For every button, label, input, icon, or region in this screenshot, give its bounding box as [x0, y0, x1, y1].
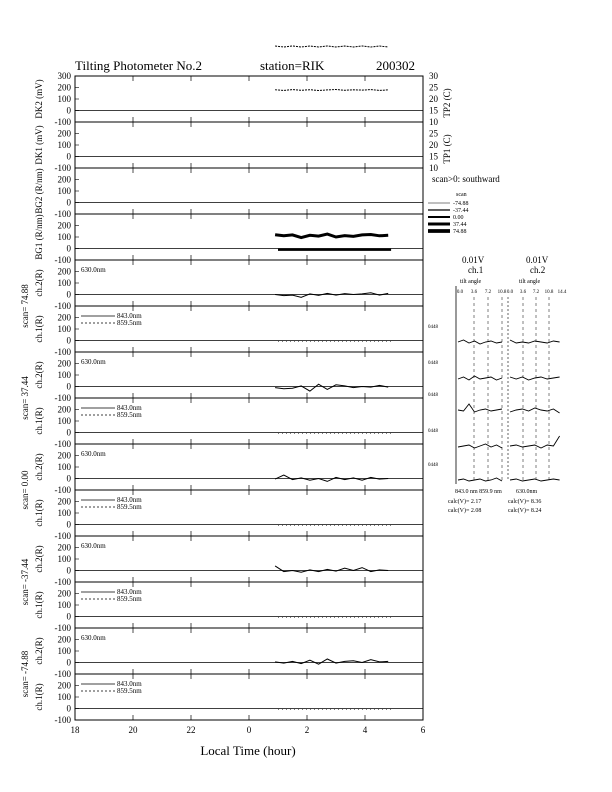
- panel-label-g0ch2: ch.2(R): [34, 269, 44, 297]
- y-tick-label: -100: [54, 439, 71, 449]
- ch1-legend-label: 843.0nm: [117, 588, 142, 596]
- inset-ch2-scale: 0.01V: [526, 255, 549, 265]
- y-tick-label: 200: [57, 588, 71, 599]
- y-tick-label: 100: [57, 508, 71, 518]
- panel-label-bg1: BG1 (R/nm): [34, 214, 44, 260]
- y-tick-label: -100: [54, 531, 71, 541]
- y-tick-label: 0: [66, 427, 71, 438]
- y-tick-label: 100: [57, 462, 71, 472]
- y-tick-label: 100: [57, 278, 71, 288]
- y-tick-label: 100: [57, 416, 71, 426]
- panel-label-g4ch2: ch.2(R): [34, 637, 44, 665]
- inset-row-time: 0448: [428, 361, 438, 366]
- inset-ch1-trace: [458, 376, 502, 380]
- y-tick-label: 100: [57, 646, 71, 656]
- y-tick-label: 100: [57, 692, 71, 702]
- inset-ch1-trace: [458, 404, 502, 412]
- panel-label-bg2: BG2 (R/nm): [34, 168, 44, 214]
- inset-ch1-tick: 3.6: [470, 290, 478, 295]
- x-tick-label: 18: [70, 725, 80, 735]
- inset-row-time: 0448: [428, 325, 438, 330]
- legend-entry-label: 74.88: [453, 229, 467, 235]
- ch2-wavelength-label: 630.0nm: [81, 634, 106, 642]
- inset-row-time: 0448: [428, 393, 438, 398]
- inset-ch2-trace: [510, 340, 560, 343]
- date-label: 200302: [376, 58, 415, 73]
- y-tick-label: 200: [57, 404, 71, 415]
- temp-tick-label: 10: [429, 163, 438, 173]
- y-tick-label: 200: [57, 680, 71, 691]
- y-tick-label: -100: [54, 577, 71, 587]
- x-tick-label: 22: [186, 725, 196, 735]
- panel-label-g4ch1: ch.1(R): [34, 683, 44, 711]
- scan-group-label: scan= -74.88: [20, 650, 30, 698]
- inset-row-time: 0448: [428, 429, 438, 434]
- y-tick-label: 0: [66, 381, 71, 392]
- x-tick-label: 6: [420, 725, 426, 735]
- y-tick-label: -100: [54, 669, 71, 679]
- panel-label-g0ch1: ch.1(R): [34, 315, 44, 343]
- ch1-legend-label: 859.5nm: [117, 595, 142, 603]
- series-line-g3ch2: [275, 566, 388, 572]
- panel-dk1: [34, 122, 452, 173]
- inset-ch2-trace: [510, 436, 560, 448]
- y-tick-label: -100: [54, 623, 71, 633]
- temp-tick-label: 10: [429, 117, 438, 127]
- ch1-legend-label: 843.0nm: [117, 404, 142, 412]
- inset-ch2-tilt-label: tilt angle: [519, 279, 541, 285]
- y-tick-label: 0: [66, 519, 71, 530]
- panel-label-dk1: DK1 (mV): [34, 125, 44, 165]
- panel-label-g1ch2: ch.2(R): [34, 361, 44, 389]
- temp-tick-label: 20: [429, 140, 438, 150]
- temp-label-dk1: TP1 (C): [442, 134, 452, 164]
- scan-group-label: scan= -37.44: [20, 558, 30, 606]
- temp-tick-label: 30: [429, 71, 438, 81]
- y-tick-label: 200: [57, 358, 71, 369]
- panel-g4ch1: [34, 674, 423, 725]
- inset-ch2-name: ch.2: [530, 265, 546, 275]
- x-tick-label: 4: [362, 725, 368, 735]
- legend-title: scan>0: southward: [432, 174, 500, 184]
- panel-g2ch2: [20, 444, 423, 510]
- panel-g0ch2: [20, 260, 423, 328]
- inset-ch1-name: ch.1: [468, 265, 484, 275]
- x-tick-label: 2: [304, 725, 310, 735]
- panel-g2ch1: [34, 490, 423, 541]
- y-tick-label: 0: [66, 335, 71, 346]
- inset-ch1-tick: 7.2: [484, 290, 492, 295]
- y-tick-label: -100: [54, 347, 71, 357]
- panel-label-g1ch1: ch.1(R): [34, 407, 44, 435]
- y-tick-label: -100: [54, 301, 71, 311]
- y-tick-label: 0: [66, 611, 71, 622]
- y-tick-label: 100: [57, 324, 71, 334]
- inset-ch1-trace: [458, 340, 502, 344]
- tp2-trace: [275, 46, 388, 47]
- ch1-legend-label: 843.0nm: [117, 496, 142, 504]
- y-tick-label: 200: [57, 174, 71, 185]
- inset-ch1-tick: 10.8: [497, 290, 507, 295]
- inset-ch2-calc-1: calc(V)= 8.36: [508, 499, 542, 505]
- y-tick-label: 200: [57, 82, 71, 93]
- y-tick-label: 100: [57, 94, 71, 104]
- ch2-wavelength-label: 630.0nm: [81, 266, 106, 274]
- ch1-legend-label: 859.5nm: [117, 319, 142, 327]
- y-tick-label: -100: [54, 255, 71, 265]
- y-tick-label: -100: [54, 715, 71, 725]
- inset-ch2-footer: 630.0nm: [516, 489, 538, 495]
- inset-ch2-calc-2: calc(V)= 8.24: [508, 508, 542, 514]
- y-tick-label: -100: [54, 117, 71, 127]
- panel-g1ch2: [20, 352, 423, 420]
- panel-g3ch2: [20, 536, 423, 605]
- y-tick-label: 0: [66, 151, 71, 162]
- y-tick-label: 200: [57, 312, 71, 323]
- ch2-wavelength-label: 630.0nm: [81, 358, 106, 366]
- x-tick-label: 0: [246, 725, 252, 735]
- temp-tick-label: 15: [429, 151, 438, 162]
- inset-ch2-trace: [510, 479, 560, 481]
- panel-bg2: [34, 168, 423, 219]
- inset-ch2-tick: 14.4: [557, 290, 567, 295]
- chart-title: Tilting Photometer No.2: [75, 58, 203, 73]
- y-tick-label: -100: [54, 485, 71, 495]
- y-tick-label: -100: [54, 393, 71, 403]
- panel-g4ch2: [20, 628, 423, 697]
- series-line-g1ch2: [275, 384, 388, 391]
- inset-ch1-trace: [458, 444, 502, 448]
- panel-g1ch1: [34, 398, 423, 449]
- inset-ch1-calc-2: calc(V)= 2.08: [448, 508, 482, 514]
- y-tick-label: 100: [57, 554, 71, 564]
- y-tick-label: 0: [66, 657, 71, 668]
- y-tick-label: 300: [57, 71, 71, 81]
- inset-ch2-trace: [510, 408, 560, 413]
- scan-group-label: scan= 37.44: [20, 376, 30, 420]
- y-tick-label: 0: [66, 289, 71, 300]
- inset-row-time: 0448: [428, 463, 438, 468]
- inset-ch2-tick: 10.8: [544, 290, 554, 295]
- y-tick-label: -100: [54, 163, 71, 173]
- y-tick-label: -100: [54, 209, 71, 219]
- inset-ch1-footer: 843.0 nm 859.9 nm: [455, 489, 502, 495]
- inset-ch1-scale: 0.01V: [462, 255, 485, 265]
- tilt-inset: [428, 255, 567, 514]
- legend-entry-label: -74.88: [453, 201, 469, 207]
- temp-tick-label: 20: [429, 94, 438, 104]
- ch1-legend-label: 859.5nm: [117, 503, 142, 511]
- ch2-wavelength-label: 630.0nm: [81, 542, 106, 550]
- ch1-legend-label: 843.0nm: [117, 312, 142, 320]
- series-line-g0ch2: [275, 293, 388, 298]
- ch1-legend-label: 859.5nm: [117, 687, 142, 695]
- x-axis-label: Local Time (hour): [200, 743, 296, 758]
- y-tick-label: 100: [57, 370, 71, 380]
- y-tick-label: 200: [57, 220, 71, 231]
- legend-entry-label: 37.44: [453, 222, 467, 228]
- legend-header: scan: [456, 192, 467, 198]
- panel-label-g3ch1: ch.1(R): [34, 591, 44, 619]
- y-tick-label: 100: [57, 232, 71, 242]
- inset-ch2-tick: 0.0: [506, 290, 514, 295]
- y-tick-label: 200: [57, 450, 71, 461]
- ch1-legend-label: 843.0nm: [117, 680, 142, 688]
- inset-ch2-tick: 3.6: [519, 290, 527, 295]
- series-line-bg1: [275, 234, 388, 238]
- panel-g3ch1: [34, 582, 423, 633]
- panel-label-g2ch2: ch.2(R): [34, 453, 44, 481]
- scan-legend: [428, 174, 500, 235]
- inset-ch1-trace: [458, 478, 502, 481]
- temp-tick-label: 25: [429, 82, 438, 93]
- legend-entry-label: -37.44: [453, 208, 469, 214]
- y-tick-label: 0: [66, 243, 71, 254]
- panel-label-dk2: DK2 (mV): [34, 79, 44, 119]
- y-tick-label: 100: [57, 186, 71, 196]
- legend-entry-label: 0.00: [453, 215, 464, 221]
- inset-ch1-tilt-label: tilt angle: [460, 279, 482, 285]
- y-tick-label: 0: [66, 105, 71, 116]
- station-label: station=RIK: [260, 58, 325, 73]
- y-tick-label: 200: [57, 634, 71, 645]
- y-tick-label: 200: [57, 266, 71, 277]
- panel-label-g2ch1: ch.1(R): [34, 499, 44, 527]
- ch2-wavelength-label: 630.0nm: [81, 450, 106, 458]
- panel-bg1: [34, 214, 423, 265]
- y-tick-label: 0: [66, 703, 71, 714]
- inset-ch2-trace: [510, 377, 560, 380]
- scan-group-label: scan= 74.88: [20, 284, 30, 328]
- temp-tick-label: 15: [429, 105, 438, 116]
- series-line-dk2: [275, 90, 388, 91]
- temp-label-dk2: TP2 (C): [442, 88, 452, 118]
- x-tick-label: 20: [128, 725, 138, 735]
- inset-ch1-tick: 0.0: [456, 290, 464, 295]
- y-tick-label: 200: [57, 542, 71, 553]
- x-axis-ticks: [71, 725, 426, 735]
- y-tick-label: 200: [57, 496, 71, 507]
- y-tick-label: 0: [66, 565, 71, 576]
- panel-label-g3ch2: ch.2(R): [34, 545, 44, 573]
- y-tick-label: 100: [57, 140, 71, 150]
- scan-group-label: scan= 0.00: [20, 470, 30, 510]
- inset-ch1-calc-1: calc(V)= 2.17: [448, 499, 482, 505]
- series-line-g4ch2: [275, 659, 388, 664]
- ch1-legend-label: 859.5nm: [117, 411, 142, 419]
- y-tick-label: 0: [66, 197, 71, 208]
- y-tick-label: 100: [57, 600, 71, 610]
- y-tick-label: 200: [57, 128, 71, 139]
- y-tick-label: 0: [66, 473, 71, 484]
- inset-ch2-tick: 7.2: [532, 290, 540, 295]
- temp-tick-label: 25: [429, 128, 438, 139]
- panel-stack: [20, 46, 452, 725]
- panel-g0ch1: [34, 306, 423, 357]
